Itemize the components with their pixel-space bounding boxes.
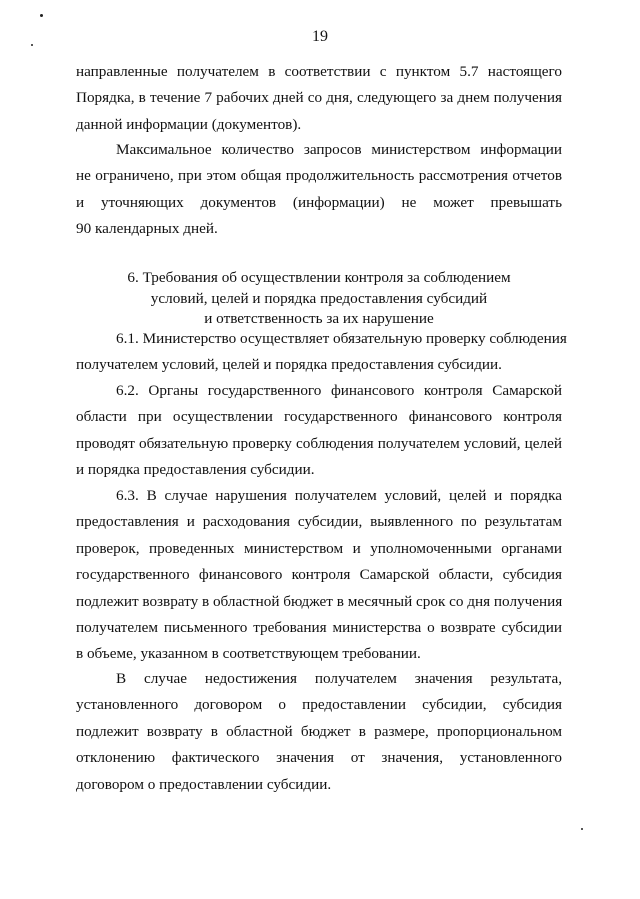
text-line: договором о предоставлении субсидии. — [76, 775, 332, 793]
section-heading — [76, 268, 562, 330]
scan-speck — [581, 828, 583, 830]
text-line: Максимальное количество запросов министерством информации — [116, 141, 562, 158]
text-line: области при осуществлении государственного финансового контроля — [76, 408, 562, 426]
text-line: 90 календарных дней. — [76, 220, 218, 238]
text-line: направленные получателем в соответствии с пунктом 5.7 настоящего — [76, 63, 562, 80]
text-line: государственного финансового контроля Самарской области, субсидия — [76, 566, 562, 584]
heading-line: и ответственность за их нарушение — [204, 310, 434, 327]
text-line: данной информации (документов). — [76, 115, 302, 133]
paragraph-result — [76, 666, 562, 798]
text-line: получателем письменного требования министерства о возврате субсидии — [76, 619, 562, 637]
text-line: 6.1. Министерство осуществляет обязательную проверку соблюдения — [116, 330, 567, 347]
paragraph-6-3 — [76, 483, 562, 668]
text-line: получателем условий, целей и порядка предоставления субсидии. — [76, 356, 502, 374]
paragraph-6-2 — [76, 378, 562, 484]
paragraph-6-1 — [76, 326, 567, 379]
page-number: 19 — [312, 28, 328, 45]
text-line: отклонению фактического значения от значения, установленного — [76, 749, 562, 767]
heading-line: 6. Требования об осуществлении контроля за соблюдением — [127, 269, 511, 286]
text-line: 6.3. В случае нарушения получателем условий, целей и порядка — [116, 487, 562, 504]
text-line: проверок, проведенных министерством и уполномоченными органами — [76, 539, 562, 557]
text-line: не ограничено, при этом общая продолжительность рассмотрения отчетов — [76, 167, 562, 185]
text-line: и порядка предоставления субсидии. — [76, 461, 315, 479]
text-line: предоставления и расходования субсидии, выявленного по результатам — [76, 513, 562, 531]
text-line: в объеме, указанном в соответствующем требовании. — [76, 645, 421, 663]
text-line: подлежит возврату в областной бюджет в месячный срок со дня получения — [76, 592, 563, 610]
text-line: подлежит возврату в областной бюджет в размере, пропорциональном — [76, 722, 562, 740]
scan-speck — [40, 14, 43, 17]
text-line: 6.2. Органы государственного финансового контроля Самарской — [116, 382, 562, 399]
text-line: В случае недостижения получателем значения результата, — [116, 670, 562, 687]
text-line: и уточняющих документов (информации) не может превышать — [76, 193, 562, 211]
text-line: проводят обязательную проверку соблюдения получателем условий, целей — [76, 434, 562, 452]
heading-line: условий, целей и порядка предоставления субсидий — [150, 289, 488, 307]
paragraph-intro — [76, 59, 562, 138]
paragraph-max-requests — [76, 137, 562, 243]
text-line: установленного договором о предоставлении субсидии, субсидия — [76, 696, 562, 714]
text-line: Порядка, в течение 7 рабочих дней со дня, следующего за днем получения — [76, 89, 562, 107]
